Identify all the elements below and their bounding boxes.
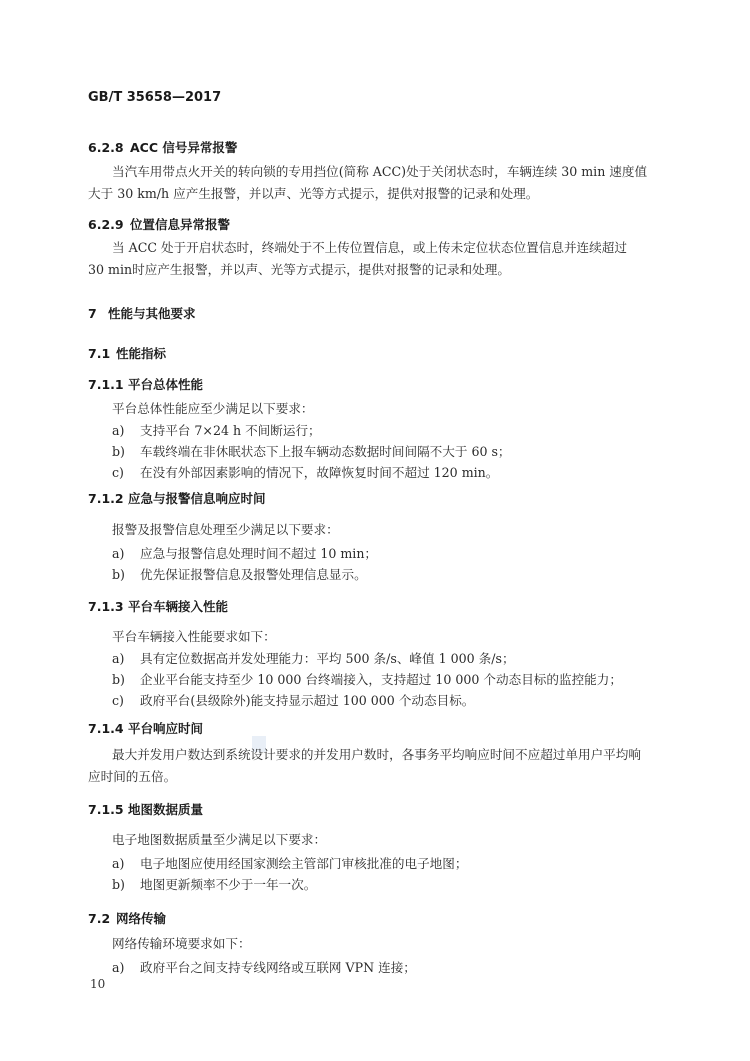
- list-marker: c): [112, 465, 124, 480]
- section-title: 平台响应时间: [128, 721, 204, 736]
- section-heading-7: [88, 304, 196, 322]
- list-text: 优先保证报警信息及报警处理信息显示。: [140, 567, 367, 582]
- paragraph-line: 网络传输环境要求如下：: [112, 936, 251, 951]
- paragraph-line: 报警及报警信息处理至少满足以下要求：: [112, 522, 339, 537]
- section-number: 7.1.2: [88, 491, 124, 506]
- list-item: [112, 853, 467, 872]
- list-text: 应急与报警信息处理时间不超过 10 min；: [140, 546, 378, 561]
- section-title: 性能指标: [116, 346, 167, 361]
- section-title: 位置信息异常报警: [130, 217, 231, 232]
- list-text: 政府平台之间支持专线网络或互联网 VPN 连接；: [140, 960, 416, 975]
- list-marker: a): [112, 651, 125, 666]
- section-title: 平台车辆接入性能: [128, 599, 229, 614]
- section-title: 性能与其他要求: [108, 306, 196, 321]
- paragraph-line: 大于 30 km/h 应产生报警，并以声、光等方式提示，提供对报警的记录和处理。: [88, 186, 539, 201]
- section-heading-6-2-9: [88, 215, 230, 233]
- list-item: [112, 564, 367, 583]
- list-text: 在没有外部因素影响的情况下，故障恢复时间不超过 120 min。: [140, 465, 499, 480]
- section-number: 7: [88, 306, 97, 321]
- paragraph-line: 30 min时应产生报警，并以声、光等方式提示，提供对报警的记录和处理。: [88, 262, 510, 277]
- list-marker: b): [112, 672, 125, 687]
- list-item: [112, 420, 321, 439]
- list-marker: a): [112, 423, 125, 438]
- standard-number: GB/T 35658—2017: [88, 90, 222, 105]
- list-item: [112, 441, 511, 460]
- list-item: [112, 543, 377, 562]
- list-item: [112, 669, 622, 688]
- section-title: 网络传输: [116, 911, 167, 926]
- section-title: ACC 信号异常报警: [130, 140, 238, 155]
- section-title: 平台总体性能: [128, 377, 204, 392]
- section-heading-7-1: [88, 344, 166, 362]
- list-text: 具有定位数据高并发处理能力：平均 500 条/s、峰值 1 000 条/s；: [140, 651, 515, 666]
- list-marker: a): [112, 546, 125, 561]
- section-number: 7.1.1: [88, 377, 124, 392]
- paragraph-line: 最大并发用户数达到系统设计要求的并发用户数时，各事务平均响应时间不应超过单用户平均响: [112, 747, 641, 762]
- list-item: [112, 690, 474, 709]
- paragraph-line: 当 ACC 处于开启状态时，终端处于不上传位置信息，或上传未定位状态位置信息并连续超过: [112, 240, 627, 255]
- list-marker: a): [112, 856, 125, 871]
- page-number: 10: [90, 977, 106, 991]
- paragraph-line: 应时间的五倍。: [88, 769, 177, 784]
- paragraph-line: 平台总体性能应至少满足以下要求：: [112, 401, 314, 416]
- list-marker: b): [112, 444, 125, 459]
- section-number: 6.2.9: [88, 217, 124, 232]
- section-number: 7.1: [88, 346, 111, 361]
- section-number: 7.1.5: [88, 802, 124, 817]
- section-title: 应急与报警信息响应时间: [128, 491, 266, 506]
- section-number: 7.1.4: [88, 721, 124, 736]
- paragraph-line: 当汽车用带点火开关的转向锁的专用挡位(简称 ACC)处于关闭状态时，车辆连续 30 min 速度值: [112, 164, 648, 179]
- list-item: [112, 648, 515, 667]
- section-heading-7-1-2: [88, 489, 266, 507]
- section-number: 6.2.8: [88, 140, 124, 155]
- list-text: 政府平台(县级除外)能支持显示超过 100 000 个动态目标。: [140, 693, 475, 708]
- section-heading-6-2-8: [88, 138, 237, 156]
- list-item: [112, 874, 316, 893]
- section-heading-7-1-1: [88, 375, 203, 393]
- section-heading-7-1-5: [88, 800, 203, 818]
- list-text: 支持平台 7×24 h 不间断运行；: [140, 423, 321, 438]
- section-heading-7-1-3: [88, 597, 228, 615]
- list-marker: a): [112, 960, 125, 975]
- list-marker: c): [112, 693, 124, 708]
- section-heading-7-1-4: [88, 719, 203, 737]
- list-item: [112, 462, 498, 481]
- paragraph-line: 平台车辆接入性能要求如下：: [112, 629, 276, 644]
- section-number: 7.2: [88, 911, 111, 926]
- list-text: 电子地图应使用经国家测绘主管部门审核批准的电子地图；: [140, 856, 468, 871]
- section-title: 地图数据质量: [128, 802, 204, 817]
- section-heading-7-2: [88, 909, 166, 927]
- list-marker: b): [112, 877, 125, 892]
- paragraph-line: 电子地图数据质量至少满足以下要求：: [112, 832, 327, 847]
- list-marker: b): [112, 567, 125, 582]
- list-text: 车载终端在非休眠状态下上报车辆动态数据时间间隔不大于 60 s；: [140, 444, 511, 459]
- list-text: 企业平台能支持至少 10 000 台终端接入，支持超过 10 000 个动态目标的监控能力；: [140, 672, 622, 687]
- list-text: 地图更新频率不少于一年一次。: [140, 877, 317, 892]
- list-item: [112, 957, 416, 976]
- section-number: 7.1.3: [88, 599, 124, 614]
